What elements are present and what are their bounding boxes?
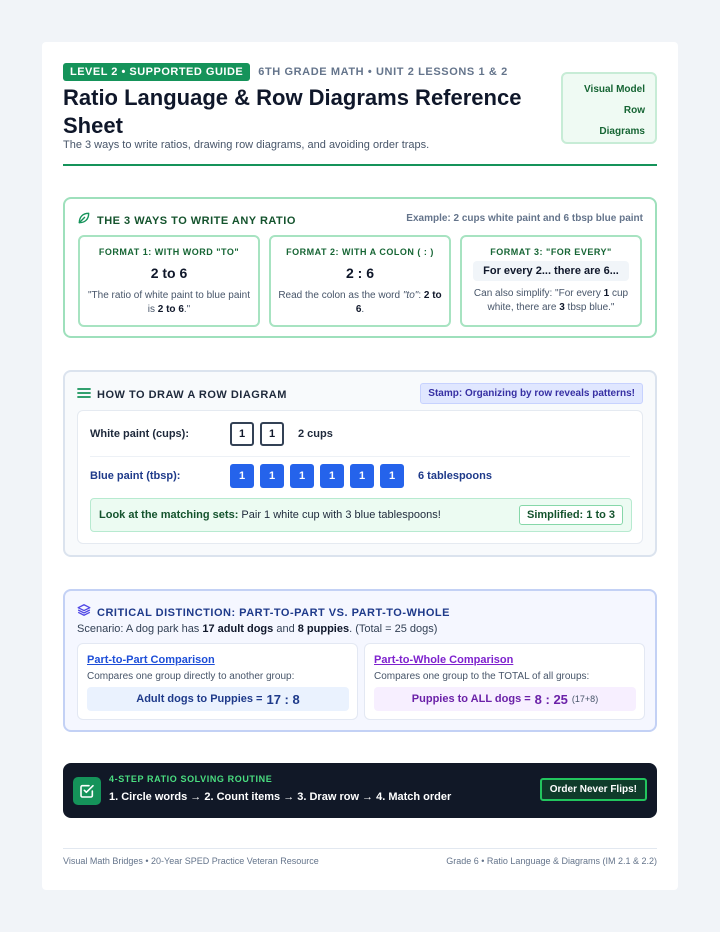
white-paint-row: [90, 421, 333, 447]
format-example: 2 : 6: [345, 265, 374, 281]
footer-divider: [63, 848, 657, 849]
format-example: For every 2... there are 6...: [473, 261, 629, 281]
page-title: Ratio Language & Row Diagrams Reference Sheet: [63, 85, 522, 138]
visual-model-box: [561, 72, 657, 144]
row-diagram-header: [77, 386, 287, 404]
leaf-icon: [77, 211, 91, 230]
format-example: 2 to 6: [150, 265, 188, 281]
page-subtitle: The 3 ways to write ratios, drawing row diagrams, and avoiding order traps.: [63, 139, 430, 151]
blue-tbsp-cell: 1: [380, 464, 404, 488]
layers-icon: [77, 603, 91, 622]
format-card-colon: [269, 235, 451, 327]
grade-line: 6TH GRADE MATH • UNIT 2 LESSONS 1 & 2: [258, 66, 508, 78]
three-ways-header: [77, 211, 296, 230]
row-total: 6 tablespoons: [418, 470, 492, 482]
row-divider: [90, 456, 630, 457]
part-to-whole-title: Part-to-Whole Comparison: [374, 654, 514, 666]
header-divider: [63, 164, 657, 166]
list-icon: [77, 386, 91, 404]
three-ways-title: THE 3 WAYS TO WRITE ANY RATIO: [97, 214, 296, 227]
format-label: FORMAT 2: WITH A COLON ( : ): [286, 247, 434, 257]
white-cup-cell: 1: [230, 422, 254, 446]
routine-banner: [63, 763, 657, 818]
scenario-text: Scenario: A dog park has 17 adult dogs and 8 puppies. (Total = 25 dogs): [77, 623, 438, 635]
part-to-whole-result: Puppies to ALL dogs = 8 : 25 (17+8): [374, 687, 636, 711]
row-diagram-card: [77, 410, 643, 544]
format-label: FORMAT 3: "FOR EVERY": [490, 247, 612, 257]
check-square-icon: [73, 777, 101, 805]
visual-model-line: Visual Model: [584, 84, 645, 95]
stamp-badge: Stamp: Organizing by row reveals patterns!: [420, 383, 643, 404]
three-ways-example: Example: 2 cups white paint and 6 tbsp blue paint: [406, 213, 643, 224]
blue-tbsp-cell: 1: [290, 464, 314, 488]
row-label: White paint (cups):: [90, 428, 189, 440]
part-to-whole-description: Compares one group to the TOTAL of all groups:: [374, 671, 590, 682]
blue-tbsp-cell: 1: [230, 464, 254, 488]
matching-sets-box: [90, 498, 632, 532]
part-to-part-description: Compares one group directly to another group:: [87, 671, 295, 682]
blue-tbsp-cell: 1: [350, 464, 374, 488]
row-label: Blue paint (tbsp):: [90, 470, 181, 482]
simplified-badge: Simplified: 1 to 3: [519, 505, 623, 525]
part-to-part-result: Adult dogs to Puppies = 17 : 8: [87, 687, 349, 711]
format-description: Read the colon as the word "to": 2 to 6.: [278, 290, 442, 315]
distinction-title: CRITICAL DISTINCTION: PART-TO-PART VS. PART-TO-WHOLE: [97, 606, 450, 619]
distinction-section: [63, 589, 657, 732]
three-ways-section: [63, 197, 657, 338]
format-label: FORMAT 1: WITH WORD "TO": [98, 247, 240, 257]
row-total: 2 cups: [298, 428, 333, 440]
row-diagram-section: [63, 370, 657, 557]
part-to-whole-card: [364, 643, 645, 720]
distinction-header: [77, 603, 450, 622]
format-description: "The ratio of white paint to blue paint is 2 to 6.": [88, 290, 250, 315]
format-card-for-every: [460, 235, 642, 327]
blue-tbsp-cell: 1: [260, 464, 284, 488]
blue-paint-row: [90, 463, 492, 489]
white-cup-cell: 1: [260, 422, 284, 446]
format-card-to: [78, 235, 260, 327]
visual-model-line: Row: [623, 105, 645, 116]
routine-steps: 1. Circle words → 2. Count items → 3. Draw row → 4. Match order: [109, 791, 452, 803]
routine-subtitle: 4-STEP RATIO SOLVING ROUTINE: [109, 774, 273, 784]
part-to-part-title: Part-to-Part Comparison: [87, 654, 215, 666]
reference-sheet: [42, 42, 678, 890]
order-never-flips-badge: Order Never Flips!: [540, 778, 647, 801]
blue-tbsp-cell: 1: [320, 464, 344, 488]
visual-model-line: Diagrams: [599, 126, 645, 137]
matching-sets-text: Look at the matching sets: Pair 1 white cup with 3 blue tablespoons!: [99, 509, 441, 521]
level-badge: LEVEL 2 • SUPPORTED GUIDE: [63, 63, 250, 81]
row-diagram-title: HOW TO DRAW A ROW DIAGRAM: [97, 389, 287, 401]
footer-right: Grade 6 • Ratio Language & Diagrams (IM 2.1 & 2.2): [446, 856, 657, 866]
header-meta: [63, 63, 508, 81]
footer-left: Visual Math Bridges • 20-Year SPED Practice Veteran Resource: [63, 856, 319, 866]
part-to-part-card: [77, 643, 358, 720]
format-description: Can also simplify: "For every 1 cup white, there are 3 tbsp blue.": [473, 288, 629, 313]
